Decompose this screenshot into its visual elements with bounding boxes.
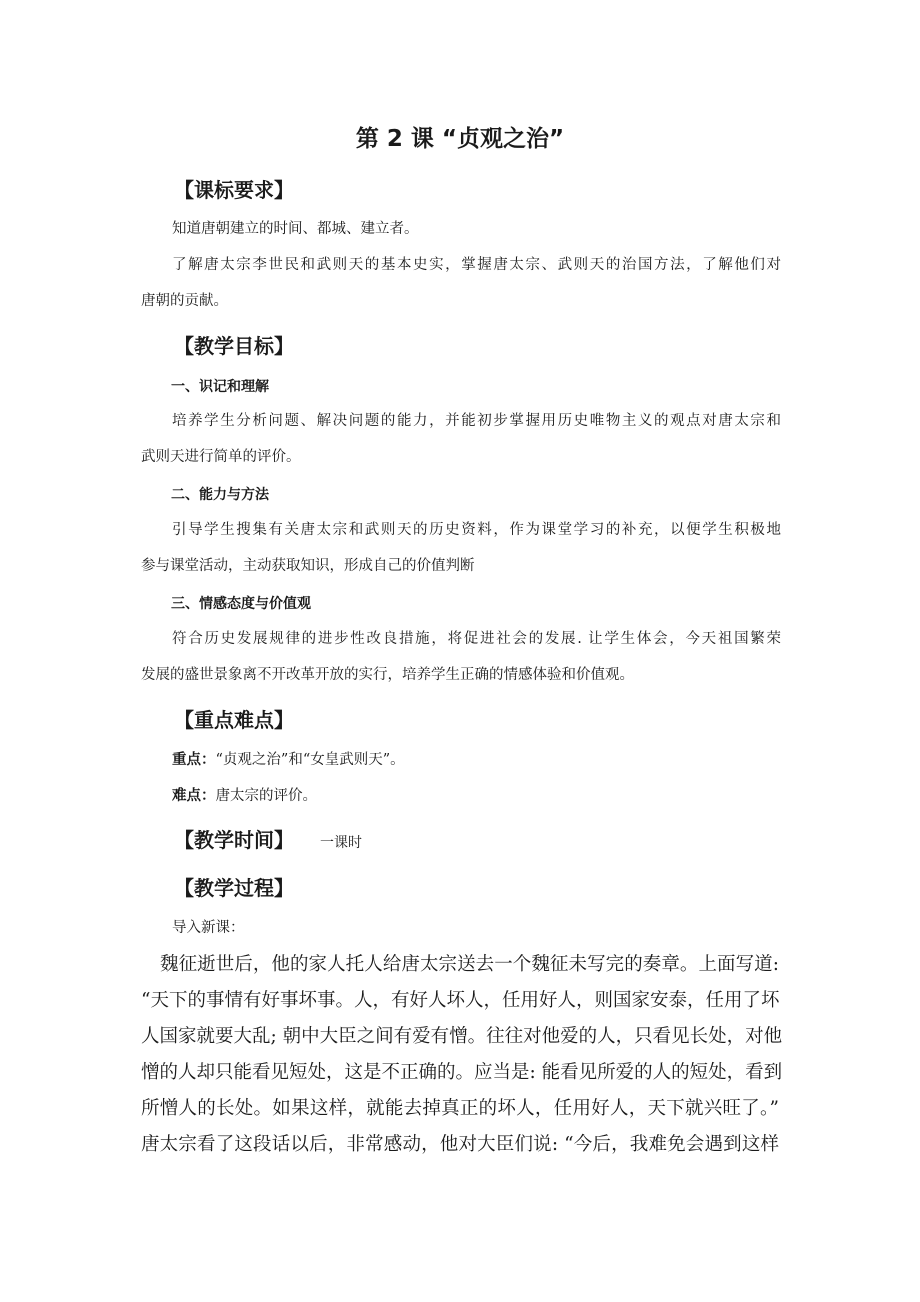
time-heading-text: 【教学时间】	[174, 828, 294, 852]
paragraph-line: 发展的盛世景象离不开改革开放的实行，培养学生正确的情感体验和价值观。	[141, 667, 634, 683]
story-line: 所憎人的长处。如果这样，就能去掉真正的坏人，任用好人，天下就兴旺了。”	[141, 1098, 779, 1119]
story-line: 唐太宗看了这段话以后，非常感动，他对大臣们说: “今后，我难免会遇到这样	[141, 1134, 779, 1155]
story-line: 人国家就要大乱; 朝中大臣之间有爱有憎。往往对他爱的人，只看见长处，对他	[141, 1026, 783, 1047]
story-line: “天下的事情有好事坏事。人，有好人坏人，任用好人，则国家安泰，任用了坏	[141, 990, 780, 1011]
key-point	[172, 748, 405, 769]
paragraph-line: 符合历史发展规律的进步性改良措施，将促进社会的发展. 让学生体会，今天祖国繁荣	[172, 631, 781, 647]
paragraph: 知道唐朝建立的时间、都城、建立者。	[172, 221, 419, 237]
paragraph-line: 引导学生搜集有关唐太宗和武则天的历史资料，作为课堂学习的补充，以便学生积极地	[172, 522, 781, 538]
difficulty-label: 难点：	[172, 788, 216, 804]
time-value: 一课时	[320, 835, 362, 851]
section-heading-time	[174, 824, 362, 853]
section-heading-keypoints: 【重点难点】	[174, 708, 294, 732]
section-heading-objectives: 【教学目标】	[174, 334, 294, 358]
paragraph-line: 参与课堂活动，主动获取知识，形成自己的价值判断	[141, 558, 475, 574]
subheading: 三、情感态度与价值观	[171, 596, 311, 612]
key-label: 重点：	[172, 752, 216, 768]
section-heading-process: 【教学过程】	[174, 876, 294, 900]
story-line: 魏征逝世后，他的家人托人给唐太宗送去一个魏征未写完的奏章。上面写道:	[160, 954, 779, 975]
section-heading-standards: 【课标要求】	[174, 178, 294, 202]
subheading: 一、识记和理解	[171, 379, 269, 395]
paragraph-line: 唐朝的贡献。	[141, 293, 228, 309]
paragraph-line: 培养学生分析问题、解决问题的能力，并能初步掌握用历史唯物主义的观点对唐太宗和	[172, 413, 781, 429]
subheading: 二、能力与方法	[171, 487, 269, 503]
difficulty-point	[172, 784, 317, 805]
key-value: “贞观之治”和“女皇武则天”。	[215, 752, 405, 768]
story-line: 憎的人却只能看见短处，这是不正确的。应当是: 能看见所爱的人的短处，看到	[141, 1062, 783, 1083]
difficulty-value: 唐太宗的评价。	[215, 788, 317, 804]
intro-label: 导入新课：	[172, 920, 245, 936]
paragraph-line: 了解唐太宗李世民和武则天的基本史实，掌握唐太宗、武则天的治国方法，了解他们对	[172, 257, 781, 273]
page-title: 第 2 课 “贞观之治”	[355, 126, 565, 152]
paragraph-line: 武则天进行简单的评价。	[141, 449, 301, 465]
